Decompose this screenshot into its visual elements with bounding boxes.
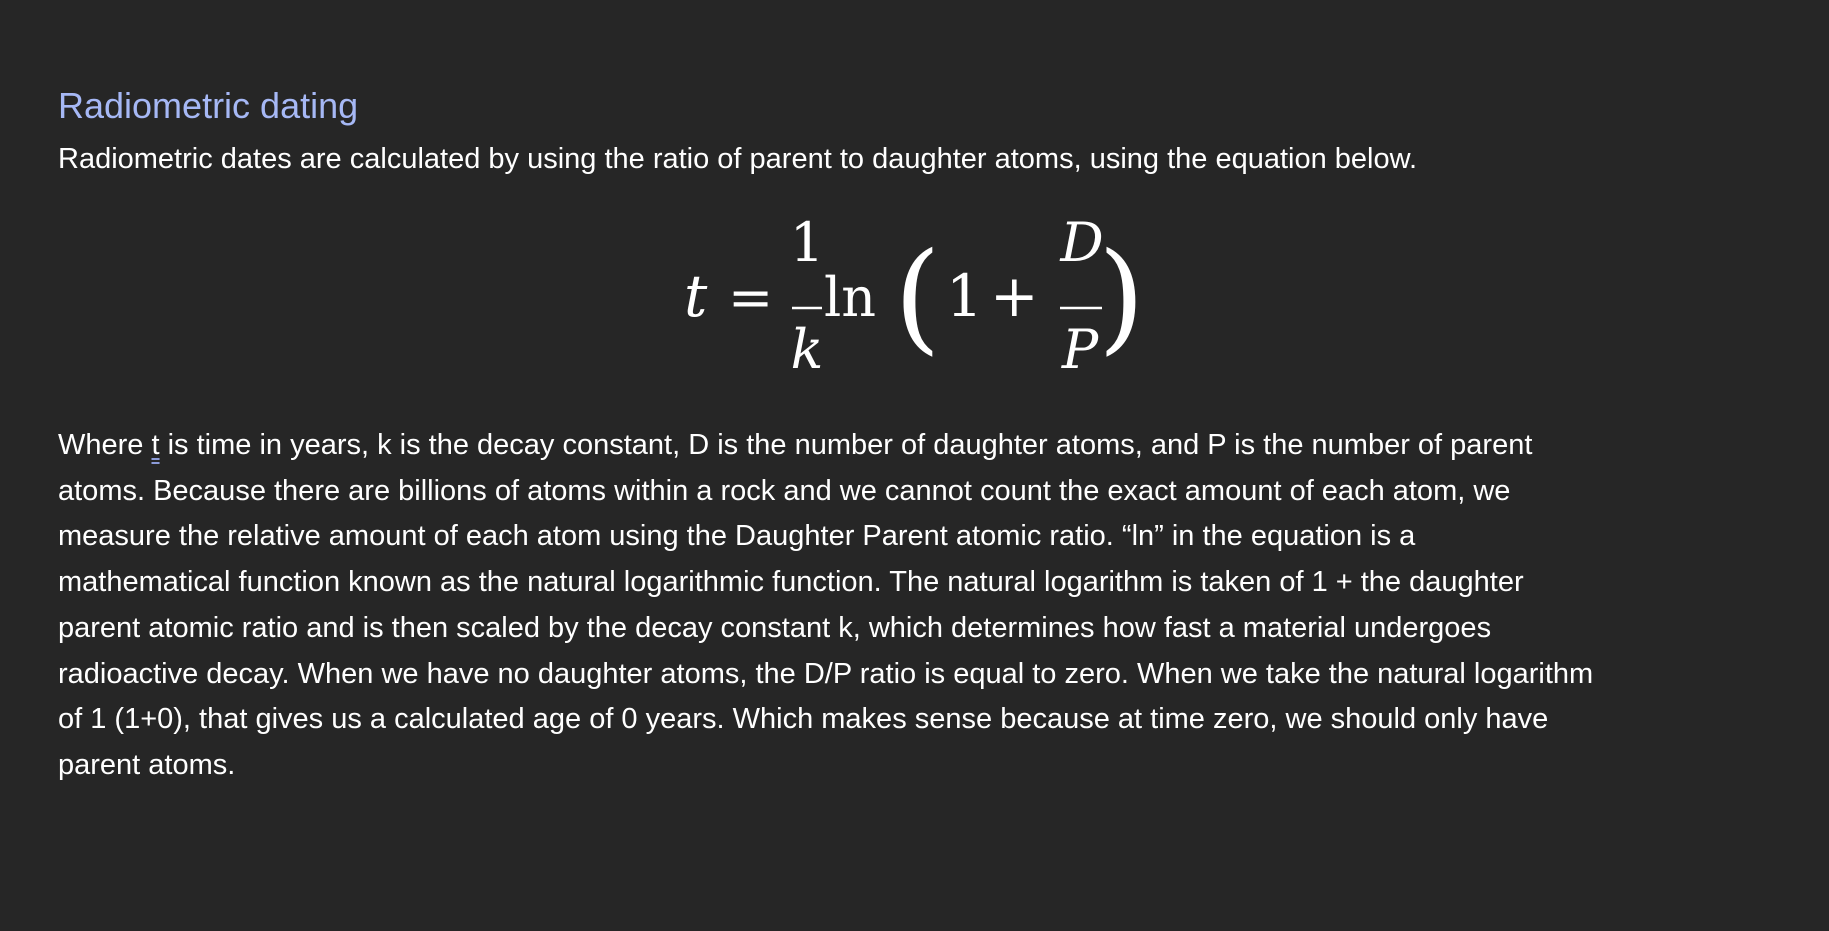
explanation-paragraph bbox=[58, 423, 1774, 789]
intro-paragraph: Radiometric dates are calculated by using the ratio of parent to daughter atoms, using the equation below. bbox=[58, 143, 1418, 175]
paragraph-line: parent atoms. bbox=[58, 748, 236, 781]
equation-open-paren: ( bbox=[894, 228, 941, 367]
paragraph-line: radioactive decay. When we have no daughter atoms, the D/P ratio is equal to zero. When we take the natural logarithm bbox=[58, 657, 1594, 690]
paragraph-line: of 1 (1+0), that gives us a calculated age of 0 years. Which makes sense because at time zero, we should only have bbox=[58, 703, 1549, 736]
paragraph-line: atoms. Because there are billions of atoms within a rock and we cannot count the exact amount of each atom, we bbox=[58, 474, 1511, 507]
fraction1-numerator: 1 bbox=[789, 211, 825, 274]
line1-prefix: Where bbox=[58, 429, 152, 461]
equation-function: ln bbox=[824, 266, 877, 329]
equation-lhs: t bbox=[684, 262, 708, 330]
paragraph-line: mathematical function known as the natural logarithmic function. The natural logarithm is taken of 1 + the daughter bbox=[58, 566, 1524, 599]
equation-equals: = bbox=[728, 266, 774, 329]
fraction1-denominator: k bbox=[790, 318, 824, 381]
equation-plus: + bbox=[990, 262, 1039, 330]
fraction2-denominator: P bbox=[1061, 318, 1099, 381]
spellcheck-flagged-word[interactable]: t bbox=[151, 429, 160, 461]
equation-close-paren: ) bbox=[1098, 228, 1145, 367]
paragraph-line: parent atomic ratio and is then scaled by the decay constant k, which determines how fast a material undergoes bbox=[58, 611, 1492, 644]
fraction2-numerator: D bbox=[1060, 211, 1104, 274]
paragraph-line bbox=[58, 423, 1774, 469]
section-heading: Radiometric dating bbox=[58, 85, 359, 126]
equation-graphic bbox=[670, 211, 1150, 381]
equation-one: 1 bbox=[946, 262, 983, 330]
paragraph-line: measure the relative amount of each atom using the Daughter Parent atomic ratio. “ln” in the equation is a bbox=[58, 520, 1416, 553]
line1-rest: is time in years, k is the decay constant, D is the number of daughter atoms, and P is the number of parent bbox=[159, 429, 1533, 461]
decay-equation bbox=[670, 211, 1150, 381]
